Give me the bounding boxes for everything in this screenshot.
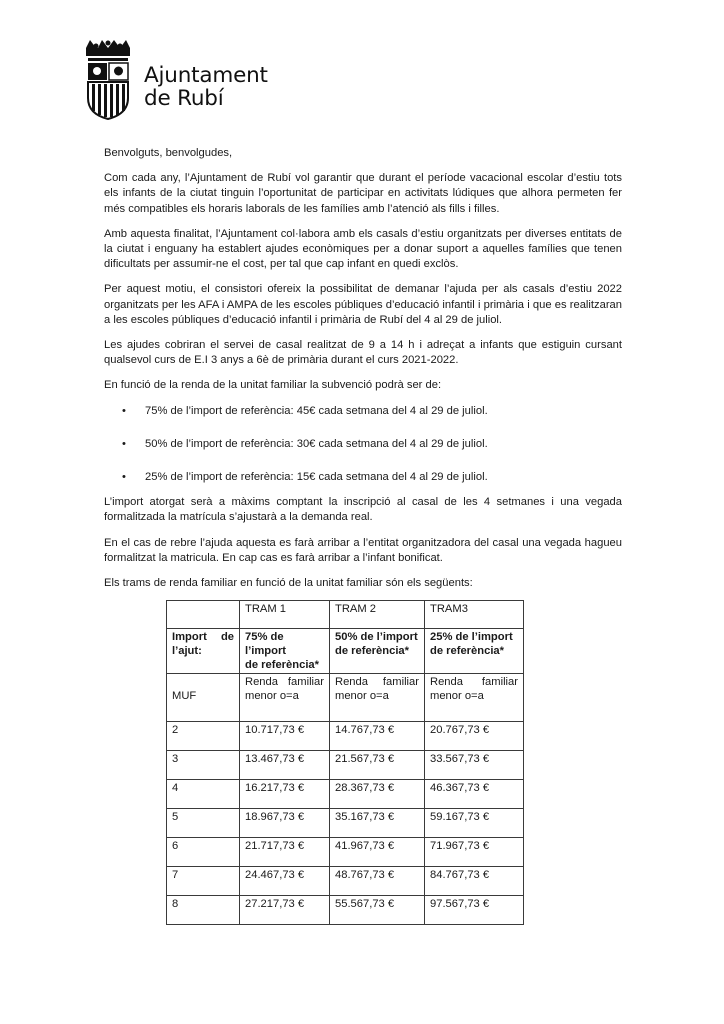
- table-cell: 21.717,73 €: [240, 838, 330, 867]
- table-cell: 21.567,73 €: [330, 751, 425, 780]
- table-cell: [240, 674, 330, 722]
- table-cell: 59.167,73 €: [425, 809, 524, 838]
- logo-line-1: Ajuntament: [144, 63, 268, 88]
- renda-line: menor o=a: [335, 690, 389, 702]
- table-row: [167, 780, 524, 809]
- paragraph-1: Com cada any, l’Ajuntament de Rubí vol garantir que durant el període vacacional escolar d’estiu tots els infants de la ciutat tinguin l’oportunitat de participar en activitats lúdiques que alhora permeten fer més compatibles els horaris laborals de les famílies amb l’atenció als fills i filles.: [104, 172, 622, 215]
- table-row: [167, 896, 524, 925]
- rubi-coat-of-arms-icon: [80, 40, 136, 120]
- table-cell: 18.967,73 €: [240, 809, 330, 838]
- table-cell: 97.567,73 €: [425, 896, 524, 925]
- import-label-a: Import de: [172, 631, 234, 643]
- paragraph-8: Els trams de renda familiar en funció de la unitat familiar són els següents:: [104, 577, 473, 590]
- table-cell: 8: [167, 896, 240, 925]
- paragraph-6: L’import atorgat serà a màxims comptant la inscripció al casal de les 4 setmanes i una vegada formalitzada la matrícula s’ajustarà a la demanda real.: [104, 496, 622, 524]
- table-cell: 24.467,73 €: [240, 867, 330, 896]
- table-cell: 41.967,73 €: [330, 838, 425, 867]
- import-label-cell: [167, 629, 240, 674]
- logo-text: [144, 64, 268, 110]
- table-cell: 16.217,73 €: [240, 780, 330, 809]
- table-cell: 27.217,73 €: [240, 896, 330, 925]
- table-cell: 13.467,73 €: [240, 751, 330, 780]
- pct-line: 25% de l’import: [430, 631, 513, 643]
- table-values: [167, 722, 524, 925]
- paragraph-5: En funció de la renda de la unitat familiar la subvenció podrà ser de:: [104, 379, 442, 392]
- table-cell: [167, 601, 240, 629]
- renda-line: menor o=a: [245, 690, 299, 702]
- table-cell: 48.767,73 €: [330, 867, 425, 896]
- table-cell: 35.167,73 €: [330, 809, 425, 838]
- renda-line: Renda familiar: [335, 676, 419, 688]
- pct-line: de referència*: [245, 659, 320, 671]
- table-cell: 14.767,73 €: [330, 722, 425, 751]
- table-row: [167, 867, 524, 896]
- paragraph-3: Per aquest motiu, el consistori ofereix la possibilitat de demanar l’ajuda per als casals d’estiu 2022 organitzats per les AFA i AMPA de les escoles públiques d’educació infantil i primària i que es realitzaran a les escoles públiques d’educació infantil i primària de Rubí del 4 al 29 de juliol.: [104, 283, 622, 326]
- table-cell: [330, 674, 425, 722]
- table-cell: TRAM 1: [240, 601, 330, 629]
- pct-line: de referència*: [335, 645, 410, 657]
- list-item: • 75% de l’import de referència: 45€ cada setmana del 4 al 29 de juliol.: [104, 404, 622, 419]
- table-cell: 3: [167, 751, 240, 780]
- table-cell: 20.767,73 €: [425, 722, 524, 751]
- paragraph-7: En el cas de rebre l’ajuda aquesta es farà arribar a l’entitat organitzadora del casal una vegada hagueu formalitzat la matricula. En cap cas es farà arribar a l’infant bonificat.: [104, 536, 622, 564]
- greeting: Benvolguts, benvolgudes,: [104, 147, 233, 159]
- table-row: [167, 809, 524, 838]
- paragraph-4: Les ajudes cobriran el servei de casal realitzat de 9 a 14 h i adreçat a infants que estiguin cursant qualsevol curs de E.I 3 anys a 6è de primària durant el curs 2021-2022.: [104, 339, 622, 367]
- table-cell: TRAM3: [425, 601, 524, 629]
- pct-line: 50% de l’import: [335, 631, 418, 643]
- table-cell: [167, 674, 240, 722]
- import-label-b: l’ajut:: [172, 645, 202, 657]
- table-row: [167, 629, 524, 674]
- table-cell: 10.717,73 €: [240, 722, 330, 751]
- list-item: • 50% de l’import de referència: 30€ cada setmana del 4 al 29 de juliol.: [104, 437, 622, 452]
- table-cell: 71.967,73 €: [425, 838, 524, 867]
- table-cell: [425, 629, 524, 674]
- table-cell: 5: [167, 809, 240, 838]
- renda-line: Renda familiar: [430, 676, 518, 688]
- renda-line: Renda familiar: [245, 676, 324, 688]
- pct-line: de referència*: [430, 645, 505, 657]
- renda-line: menor o=a: [430, 690, 484, 702]
- list-item: • 25% de l’import de referència: 15€ cada setmana del 4 al 29 de juliol.: [104, 470, 622, 485]
- paragraph-2: Amb aquesta finalitat, l’Ajuntament col·labora amb els casals d’estiu organitzats per diverses entitats de la ciutat i enguany ha establert ajudes econòmiques per a donar suport a aquelles famílies que tenen dificultats per assumir-ne el cost, per tal que cap infant en quedi exclòs.: [104, 227, 622, 271]
- subsidy-list: [104, 404, 622, 486]
- table-cell: 46.367,73 €: [425, 780, 524, 809]
- table-cell: [330, 629, 425, 674]
- header-logo: [80, 40, 268, 120]
- table-cell: 4: [167, 780, 240, 809]
- table-cell: 84.767,73 €: [425, 867, 524, 896]
- table-cell: 33.567,73 €: [425, 751, 524, 780]
- table-cell: TRAM 2: [330, 601, 425, 629]
- table-cell: 2: [167, 722, 240, 751]
- table-row: [167, 674, 524, 722]
- table-cell: [240, 629, 330, 674]
- table-header-row: [167, 601, 524, 629]
- table-row: [167, 838, 524, 867]
- income-brackets-table: [166, 600, 524, 925]
- table-row: [167, 722, 524, 751]
- table-cell: 55.567,73 €: [330, 896, 425, 925]
- letter-body: [104, 146, 622, 591]
- table-cell: [425, 674, 524, 722]
- table-row: [167, 751, 524, 780]
- pct-line: 75% de l’import: [245, 631, 287, 657]
- table-cell: 6: [167, 838, 240, 867]
- table-cell: 7: [167, 867, 240, 896]
- table-cell: 28.367,73 €: [330, 780, 425, 809]
- muf-label: MUF: [172, 690, 197, 702]
- logo-line-2: de Rubí: [144, 86, 224, 111]
